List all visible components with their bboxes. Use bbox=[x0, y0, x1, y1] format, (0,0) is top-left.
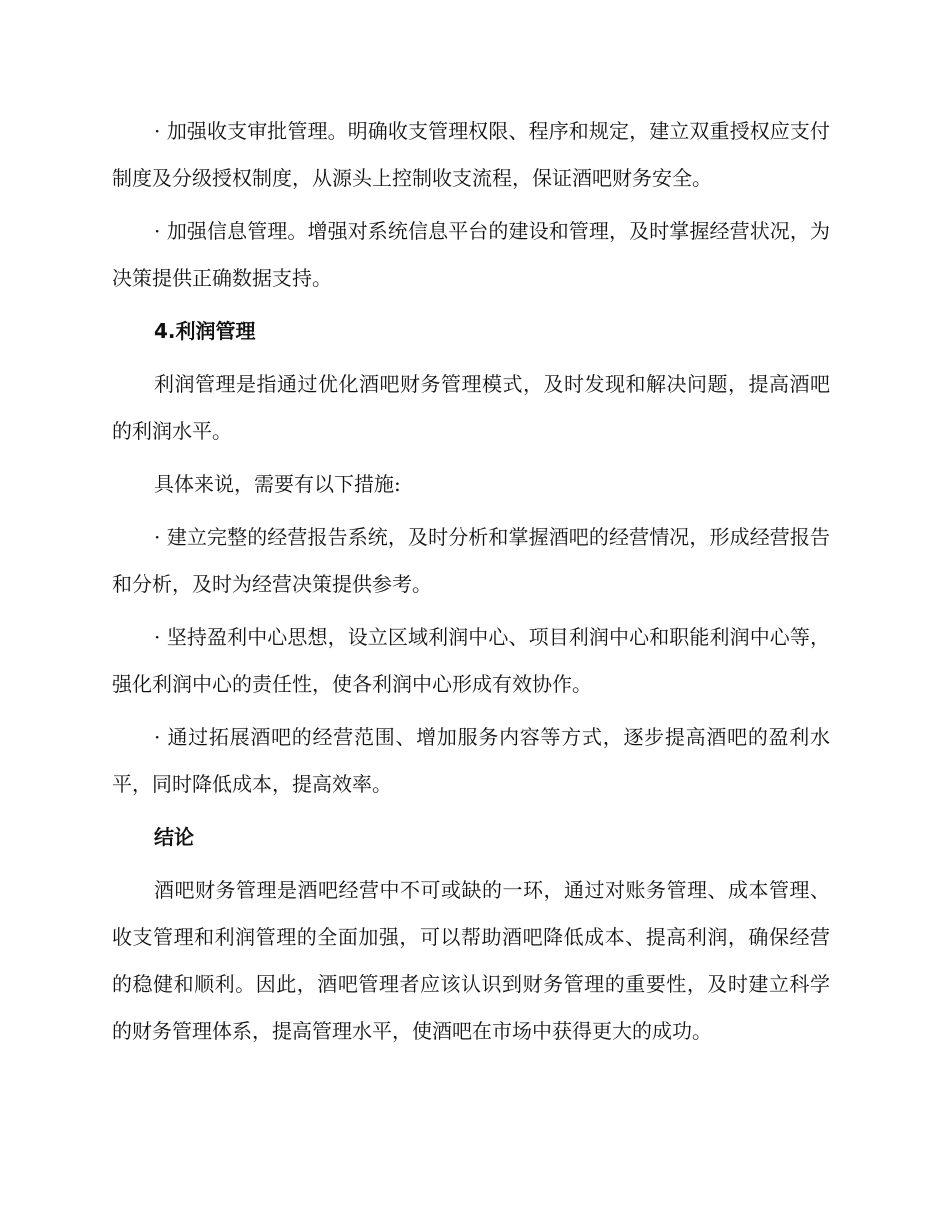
bullet-reporting-system: · 建立完整的经营报告系统，及时分析和掌握酒吧的经营情况，形成经营报告和分析，及时为经营决策提供参考。 bbox=[112, 525, 830, 596]
section-heading-conclusion: 结论 bbox=[154, 825, 194, 849]
paragraph-conclusion: 酒吧财务管理是酒吧经营中不可或缺的一环，通过对账务管理、成本管理、收支管理和利润管理的全面加强，可以帮助酒吧降低成本、提高利润，确保经营的稳健和顺利。因此，酒吧管理者应该认识到财务管理的重要性，及时建立科学的财务管理体系，提高管理水平，使酒吧在市场中获得更大的成功。 bbox=[112, 878, 830, 1043]
bullet-information-management: · 加强信息管理。增强对系统信息平台的建设和管理，及时掌握经营状况，为决策提供正确数据支持。 bbox=[112, 219, 830, 290]
bullet-business-expansion: · 通过拓展酒吧的经营范围、增加服务内容等方式，逐步提高酒吧的盈利水平，同时降低成本，提高效率。 bbox=[112, 725, 830, 796]
document-body bbox=[112, 108, 830, 1061]
paragraph-profit-definition: 利润管理是指通过优化酒吧财务管理模式，及时发现和解决问题，提高酒吧的利润水平。 bbox=[112, 372, 830, 443]
section-heading-profit-management: 4.利润管理 bbox=[154, 319, 256, 343]
bullet-approval-management: · 加强收支审批管理。明确收支管理权限、程序和规定，建立双重授权应支付制度及分级授权制度，从源头上控制收支流程，保证酒吧财务安全。 bbox=[112, 119, 830, 190]
paragraph-measures-intro: 具体来说，需要有以下措施: bbox=[154, 472, 401, 496]
bullet-profit-centers: · 坚持盈利中心思想，设立区域利润中心、项目利润中心和职能利润中心等，强化利润中心的责任性，使各利润中心形成有效协作。 bbox=[112, 625, 830, 696]
